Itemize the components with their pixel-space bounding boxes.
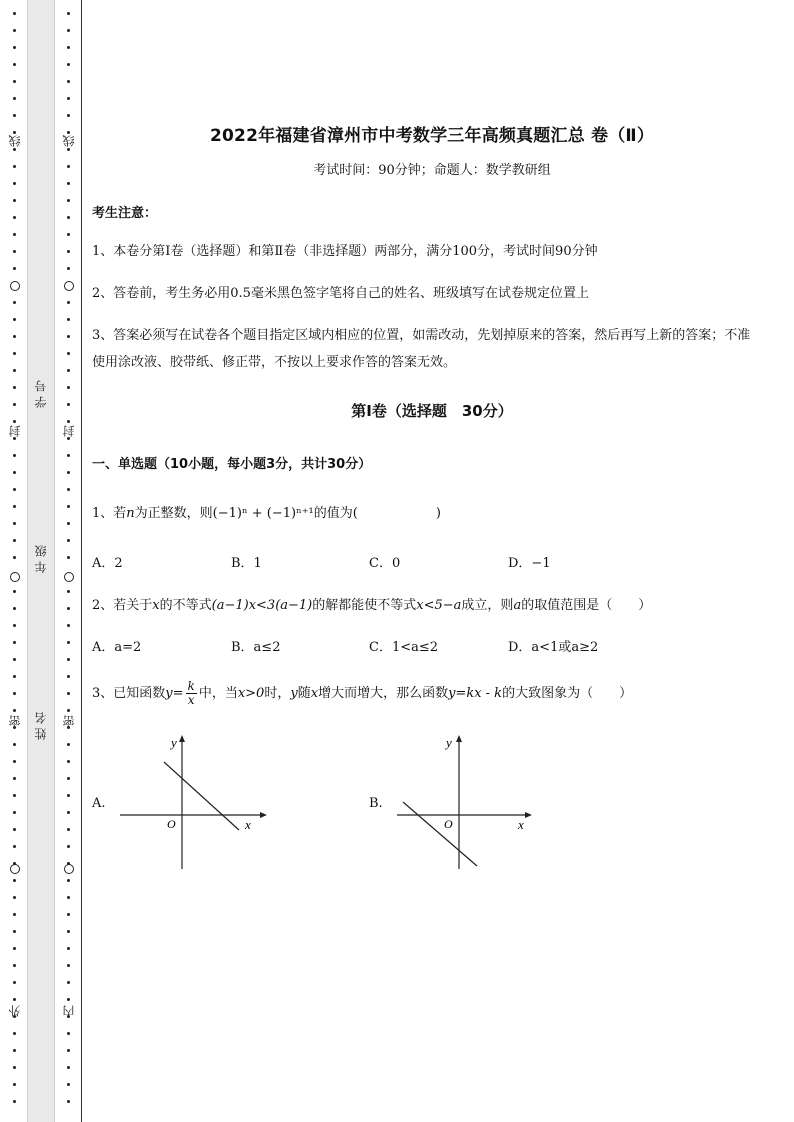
q2-mid3: 成立，则 (461, 598, 514, 613)
binding-dot (67, 845, 70, 848)
binding-dot (13, 471, 16, 474)
outer-label-line: 线 (8, 135, 22, 147)
binding-dot (13, 692, 16, 695)
binding-dot (13, 981, 16, 984)
q2-var2: a (513, 598, 522, 613)
dotted-line-inner (66, 0, 72, 1122)
binding-dot (67, 1083, 70, 1086)
binding-dot (13, 250, 16, 253)
binding-dot (67, 250, 70, 253)
binding-dot (13, 182, 16, 185)
q1-prefix: 1、若 (92, 506, 127, 521)
binding-dot (67, 1032, 70, 1035)
binding-circle (64, 572, 74, 582)
binding-dot (67, 63, 70, 66)
binding-dot (67, 80, 70, 83)
binding-dot (67, 420, 70, 423)
margin-rule (81, 0, 82, 1122)
binding-dot (67, 522, 70, 525)
binding-dot (13, 607, 16, 610)
binding-dot (13, 624, 16, 627)
notice-item: 3、答案必须写在试卷各个题目指定区域内相应的位置，如需改动，先划掉原来的答案，然后再写上新的答案；不准使用涂改液、胶带纸、修正带，不按以上要求作答的答案无效。 (92, 328, 751, 370)
binding-dot (13, 522, 16, 525)
binding-dot (13, 879, 16, 882)
binding-dot (67, 794, 70, 797)
q3-mid3: 随 (297, 686, 311, 701)
binding-dot (67, 216, 70, 219)
binding-dot (13, 454, 16, 457)
binding-dot (13, 165, 16, 168)
binding-dot (67, 148, 70, 151)
question-3 (92, 680, 632, 707)
binding-dot (13, 913, 16, 916)
x-arrow (525, 812, 532, 818)
q3-condition: x>0 (237, 686, 265, 701)
binding-dot (67, 369, 70, 372)
binding-dot (67, 1100, 70, 1103)
binding-dot (13, 386, 16, 389)
binding-dot (67, 97, 70, 100)
binding-circle (10, 864, 20, 874)
q1-suffix: 的值为( ) (313, 506, 441, 521)
binding-dot (67, 1049, 70, 1052)
binding-dot (13, 1032, 16, 1035)
binding-dot (13, 760, 16, 763)
origin-label: O (444, 817, 453, 831)
q3-mid4: 增大而增大，那么函数 (318, 686, 449, 701)
binding-dot (13, 505, 16, 508)
binding-dot (13, 539, 16, 542)
binding-dot (67, 658, 70, 661)
q2-mid: 的不等式 (159, 598, 212, 613)
binding-dot (67, 471, 70, 474)
binding-dot (13, 12, 16, 15)
binding-dot (13, 216, 16, 219)
binding-dot (67, 913, 70, 916)
binding-dot (13, 811, 16, 814)
part-title: 一、单选题（10小题，每小题3分，共计30分） (92, 457, 372, 472)
q3-var-x: x (310, 686, 319, 701)
binding-dot (67, 964, 70, 967)
binding-dot (13, 369, 16, 372)
field-label-grade: 年 级 (34, 545, 48, 573)
binding-dot (67, 624, 70, 627)
q3-frac-numerator: k (187, 679, 195, 693)
binding-dot (13, 1049, 16, 1052)
binding-dot (67, 539, 70, 542)
binding-dot (13, 199, 16, 202)
binding-dot (13, 352, 16, 355)
binding-dot (67, 29, 70, 32)
binding-dot (13, 335, 16, 338)
outer-label-dense: 密 (8, 715, 22, 727)
binding-dot (67, 607, 70, 610)
binding-dot (67, 46, 70, 49)
q3-prefix: 3、已知函数 (92, 686, 166, 701)
binding-dot (67, 182, 70, 185)
binding-dot (13, 267, 16, 270)
binding-dot (67, 505, 70, 508)
q2-suffix: 的取值范围是（ ） (521, 598, 652, 613)
binding-dot (13, 828, 16, 831)
binding-circle (64, 864, 74, 874)
x-axis-label: x (518, 817, 524, 832)
binding-dot (67, 114, 70, 117)
binding-dot (67, 199, 70, 202)
q2-var: x (152, 598, 160, 613)
y-arrow (179, 735, 185, 742)
binding-dot (13, 675, 16, 678)
binding-dot (67, 743, 70, 746)
binding-dot (13, 437, 16, 440)
q1-mid: 为正整数，则 (134, 506, 213, 521)
q1-option-c[interactable]: C．0 (369, 556, 401, 571)
binding-dot (13, 1083, 16, 1086)
binding-dot (13, 777, 16, 780)
binding-dot (13, 998, 16, 1001)
binding-dot (13, 947, 16, 950)
binding-dot (13, 148, 16, 151)
q3-graph-b[interactable] (395, 732, 545, 872)
notice-label: 考生注意： (92, 206, 158, 221)
binding-dot (13, 63, 16, 66)
binding-dot (67, 709, 70, 712)
inner-label-seal: 封 (62, 425, 76, 437)
binding-dot (13, 896, 16, 899)
binding-dot (67, 267, 70, 270)
binding-dot (13, 556, 16, 559)
binding-dot (67, 692, 70, 695)
binding-dot (67, 675, 70, 678)
notice-item: 1、本卷分第I卷（选择题）和第Ⅱ卷（非选择题）两部分，满分100分，考试时间90分钟 (92, 244, 598, 259)
binding-dot (13, 114, 16, 117)
binding-dot (67, 760, 70, 763)
binding-dot (67, 777, 70, 780)
binding-dot (13, 658, 16, 661)
binding-dot (13, 709, 16, 712)
q2-prefix: 2、若关于 (92, 598, 153, 613)
binding-dot (67, 930, 70, 933)
binding-dot (67, 590, 70, 593)
field-label-student-id: 学 号 (34, 380, 48, 408)
binding-dot (67, 233, 70, 236)
binding-dot (67, 981, 70, 984)
binding-dot (67, 131, 70, 134)
inner-label-line: 线 (62, 135, 76, 147)
binding-dot (13, 97, 16, 100)
q2-expression: (a−1)x<3(a−1) (211, 598, 313, 613)
binding-dot (13, 964, 16, 967)
q3-option-b-label[interactable]: B. (369, 796, 383, 811)
q2-options (92, 636, 772, 654)
binding-dot (13, 301, 16, 304)
q1-expression: (−1)ⁿ + (−1)ⁿ⁺¹ (212, 506, 314, 521)
binding-margin (0, 0, 84, 1122)
function-line (403, 802, 477, 866)
q3-mid2: 时， (264, 686, 291, 701)
binding-dot (13, 488, 16, 491)
binding-dot (13, 794, 16, 797)
binding-dot (13, 1100, 16, 1103)
q3-frac-denominator: x (187, 693, 195, 707)
binding-dot (13, 420, 16, 423)
binding-dot (13, 46, 16, 49)
binding-dot (13, 743, 16, 746)
x-axis-label: x (245, 817, 251, 832)
binding-dot (67, 437, 70, 440)
binding-circle (10, 281, 20, 291)
binding-dot (13, 131, 16, 134)
exam-subtitle: 考试时间：90分钟；命题人：数学教研组 (313, 163, 551, 178)
binding-circle (10, 572, 20, 582)
binding-dot (13, 845, 16, 848)
q3-suffix: 的大致图象为（ ） (502, 686, 633, 701)
q1-var: n (126, 506, 135, 521)
question-2 (92, 594, 651, 613)
binding-dot (67, 1066, 70, 1069)
q3-var-y: y (290, 686, 298, 701)
binding-dot (67, 488, 70, 491)
binding-circle (64, 281, 74, 291)
inner-label-dense: 密 (62, 715, 76, 727)
field-label-name: 姓 名 (34, 712, 48, 740)
binding-dot (67, 454, 70, 457)
q1-option-a[interactable]: A．2 (92, 556, 123, 571)
outer-label-seal: 封 (8, 425, 22, 437)
outer-label-outside: 外 (8, 1005, 22, 1017)
binding-dot (13, 930, 16, 933)
q2-option-c[interactable]: C．1<a≤2 (369, 640, 439, 655)
q1-option-d[interactable]: D．−1 (508, 556, 551, 571)
binding-dot (67, 403, 70, 406)
binding-dot (67, 165, 70, 168)
binding-dot (67, 879, 70, 882)
binding-dot (67, 335, 70, 338)
binding-dot (13, 403, 16, 406)
binding-dot (13, 590, 16, 593)
q1-option-b[interactable]: B．1 (231, 556, 262, 571)
q2-expression2: x<5−a (416, 598, 462, 613)
dotted-line-outer (12, 0, 18, 1122)
binding-dot (67, 641, 70, 644)
q3-fraction (186, 680, 197, 707)
binding-dot (67, 352, 70, 355)
binding-dot (67, 556, 70, 559)
origin-label: O (167, 817, 176, 831)
binding-dot (67, 386, 70, 389)
section-title: 第I卷（选择题 30分） (351, 402, 513, 420)
binding-dot (67, 301, 70, 304)
q3-graph-a[interactable] (118, 732, 268, 872)
binding-dot (13, 1066, 16, 1069)
q1-options (92, 552, 772, 570)
binding-dot (67, 947, 70, 950)
binding-dot (13, 233, 16, 236)
q3-expression: y=kx - k (448, 686, 503, 701)
q2-option-a[interactable]: A．a=2 (92, 640, 142, 655)
y-arrow (456, 735, 462, 742)
q3-eq-left: y= (165, 686, 184, 701)
q2-option-b[interactable]: B．a≤2 (231, 640, 281, 655)
binding-dot (67, 811, 70, 814)
y-axis-label: y (171, 735, 177, 750)
binding-dot (13, 80, 16, 83)
notice-item: 2、答卷前，考生务必用0.5毫米黑色签字笔将自己的姓名、班级填写在试卷规定位置上 (92, 286, 589, 301)
q2-option-d[interactable]: D．a<1或a≥2 (508, 640, 599, 655)
binding-dot (67, 896, 70, 899)
binding-dot (13, 318, 16, 321)
binding-dot (13, 29, 16, 32)
q3-option-a-label[interactable]: A. (92, 796, 106, 811)
inner-label-inside: 内 (62, 1005, 76, 1017)
question-1 (92, 502, 441, 521)
binding-dot (67, 998, 70, 1001)
x-arrow (260, 812, 267, 818)
binding-dot (67, 12, 70, 15)
y-axis-label: y (446, 735, 452, 750)
binding-dot (13, 641, 16, 644)
binding-dot (67, 828, 70, 831)
q3-mid: 中，当 (198, 686, 238, 701)
binding-dot (67, 318, 70, 321)
exam-title: 2022年福建省漳州市中考数学三年高频真题汇总 卷（Ⅱ） (209, 126, 655, 146)
q2-mid2: 的解都能使不等式 (312, 598, 417, 613)
